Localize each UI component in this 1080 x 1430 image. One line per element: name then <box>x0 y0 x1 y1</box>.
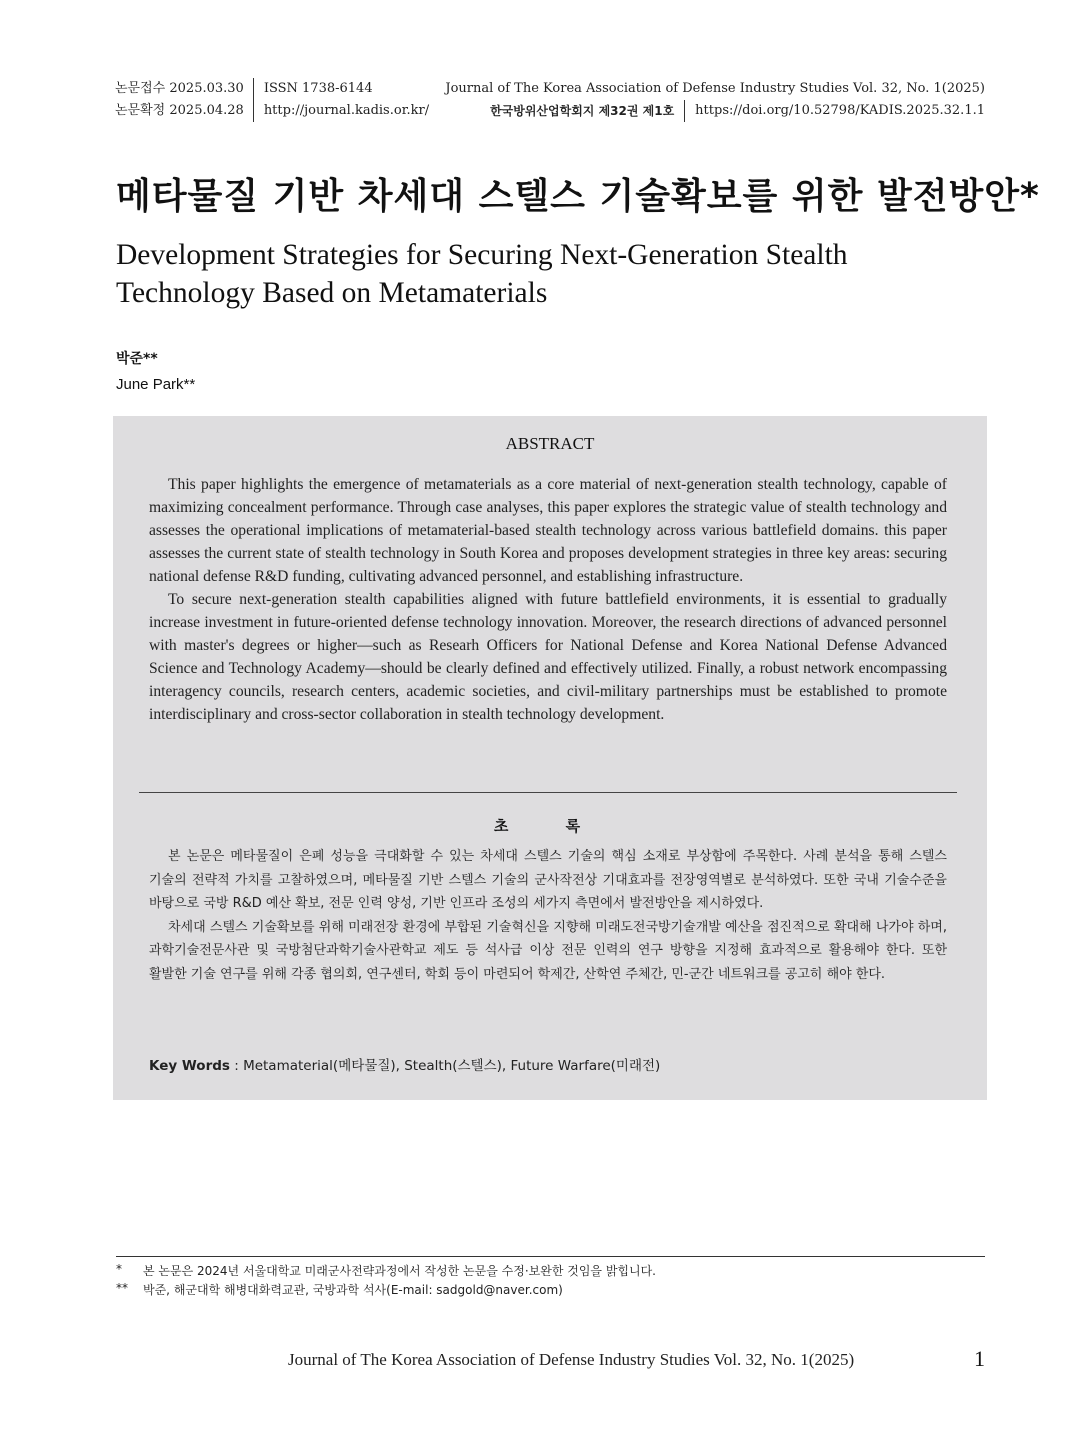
footnote <box>116 1281 563 1298</box>
keywords-label: Key Words <box>149 1058 230 1074</box>
abstract-divider <box>139 792 957 793</box>
footnote <box>116 1262 656 1279</box>
korean-abstract-paragraph: 본 논문은 메타물질이 은폐 성능을 극대화할 수 있는 차세대 스텔스 기술의 핵심 소재로 부상함에 주목한다. 사례 분석을 통해 스텔스 기술의 전략적 가치를 고찰하였으며, 메타물질 기반 스텔스 기술의 군사작전상 기대효과를 전장영역별로 분석하였다. 또한 국내 기술수준을 바탕으로 국방 R&D 예산 확보, 전문 인력 양성, 기반 인프라 조성의 세가지 측면에서 발전방안을 제시하였다. <box>149 849 947 911</box>
korean-abstract-paragraph: 차세대 스텔스 기술확보를 위해 미래전장 환경에 부합된 기술혁신을 지향해 미래도전국방기술개발 예산을 점진적으로 확대해 나가야 하며, 과학기술전문사관 및 국방첨단과학기술사관학교 제도 등 석사급 이상 전문 인력의 연구 방향을 지정해 효과적으로 활용해야 한다. 또한 활발한 기술 연구를 위해 각종 협의회, 연구센터, 학회 등이 마련되어 학제간, 산학연 주체간, 민-군간 네트워크를 공고히 해야 한다. <box>149 919 947 982</box>
page-number: 1 <box>974 1346 985 1371</box>
author-korean: 박준** <box>116 351 158 367</box>
footnote-text: 본 논문은 2024년 서울대학교 미래군사전략과정에서 작성한 논문을 수정·보완한 것임을 밝힙니다. <box>143 1264 656 1278</box>
received-date: 2025.03.30 <box>169 81 244 96</box>
abstract-paragraph: To secure next-generation stealth capabilities aligned with future battlefield environments, it is essential to gradually increase investment in future-oriented defense technology innovation. Moreover, the research directions of advanced personnel with master's degrees or higher—such as Researh Officers for National Defense and Korea National Defense Advanced Science and Technology Academy—should be clearly defined and effectively utilized. Finally, a robust network encompassing interagency councils, research centers, academic societies, and civil-military partnerships must be established to promote interdisciplinary and cross-sector collaboration in stealth technology development. <box>149 591 947 723</box>
doi-link[interactable]: https://doi.org/10.52798/KADIS.2025.32.1.1 <box>695 103 985 118</box>
title-english: Development Strategies for Securing Next-Generation Stealth Technology Based on Metamaterials <box>116 239 848 309</box>
journal-url[interactable]: http://journal.kadis.or.kr/ <box>263 103 430 118</box>
abstract-body <box>149 473 947 726</box>
accepted-date: 2025.04.28 <box>169 103 244 118</box>
title-korean: 메타물질 기반 차세대 스텔스 기술확보를 위한 발전방안* <box>116 176 1040 217</box>
header-left <box>115 78 429 122</box>
journal-ids <box>254 78 429 122</box>
abstract-paragraph: This paper highlights the emergence of metamaterials as a core material of next-generation stealth technology, capable of maximizing concealment performance. Through case analyses, this paper explores the strategic value of stealth technology and assesses the operational implications of metamaterial-based stealth technology across various battlefield domains. this paper assesses the current state of stealth technology in South Korea and proposes development strategies in three key areas: securing national defense R&D funding, cultivating advanced personnel, and establishing infrastructure. <box>149 476 947 585</box>
keywords-separator: : <box>229 1058 244 1074</box>
footnote-rule <box>116 1256 985 1257</box>
page-footer-journal: Journal of The Korea Association of Defense Industry Studies Vol. 32, No. 1(2025) <box>288 1350 855 1369</box>
keywords <box>149 1054 660 1074</box>
received-label: 논문접수 <box>115 81 166 96</box>
korean-abstract-body <box>149 845 947 986</box>
issn: ISSN 1738-6144 <box>263 81 373 96</box>
journal-citation: Journal of The Korea Association of Defense Industry Studies Vol. 32, No. 1(2025) <box>445 81 985 96</box>
abstract-heading: ABSTRACT <box>505 434 595 453</box>
footnote-mark: * <box>116 1262 122 1276</box>
korean-abstract-heading: 초 록 <box>493 817 607 835</box>
accepted-label: 논문확정 <box>115 103 166 118</box>
author-english: June Park** <box>116 376 196 393</box>
footnote-mark: ** <box>116 1281 128 1295</box>
header-right <box>445 78 985 122</box>
submission-dates <box>115 78 254 122</box>
keywords-list: Metamaterial(메타물질), Stealth(스텔스), Future Warfare(미래전) <box>243 1058 661 1074</box>
journal-korean: 한국방위산업학회지 제32권 제1호 <box>490 100 685 122</box>
footnote-text: 박준, 해군대학 해병대화력교관, 국방과학 석사(E-mail: sadgold@naver.com) <box>143 1283 563 1297</box>
